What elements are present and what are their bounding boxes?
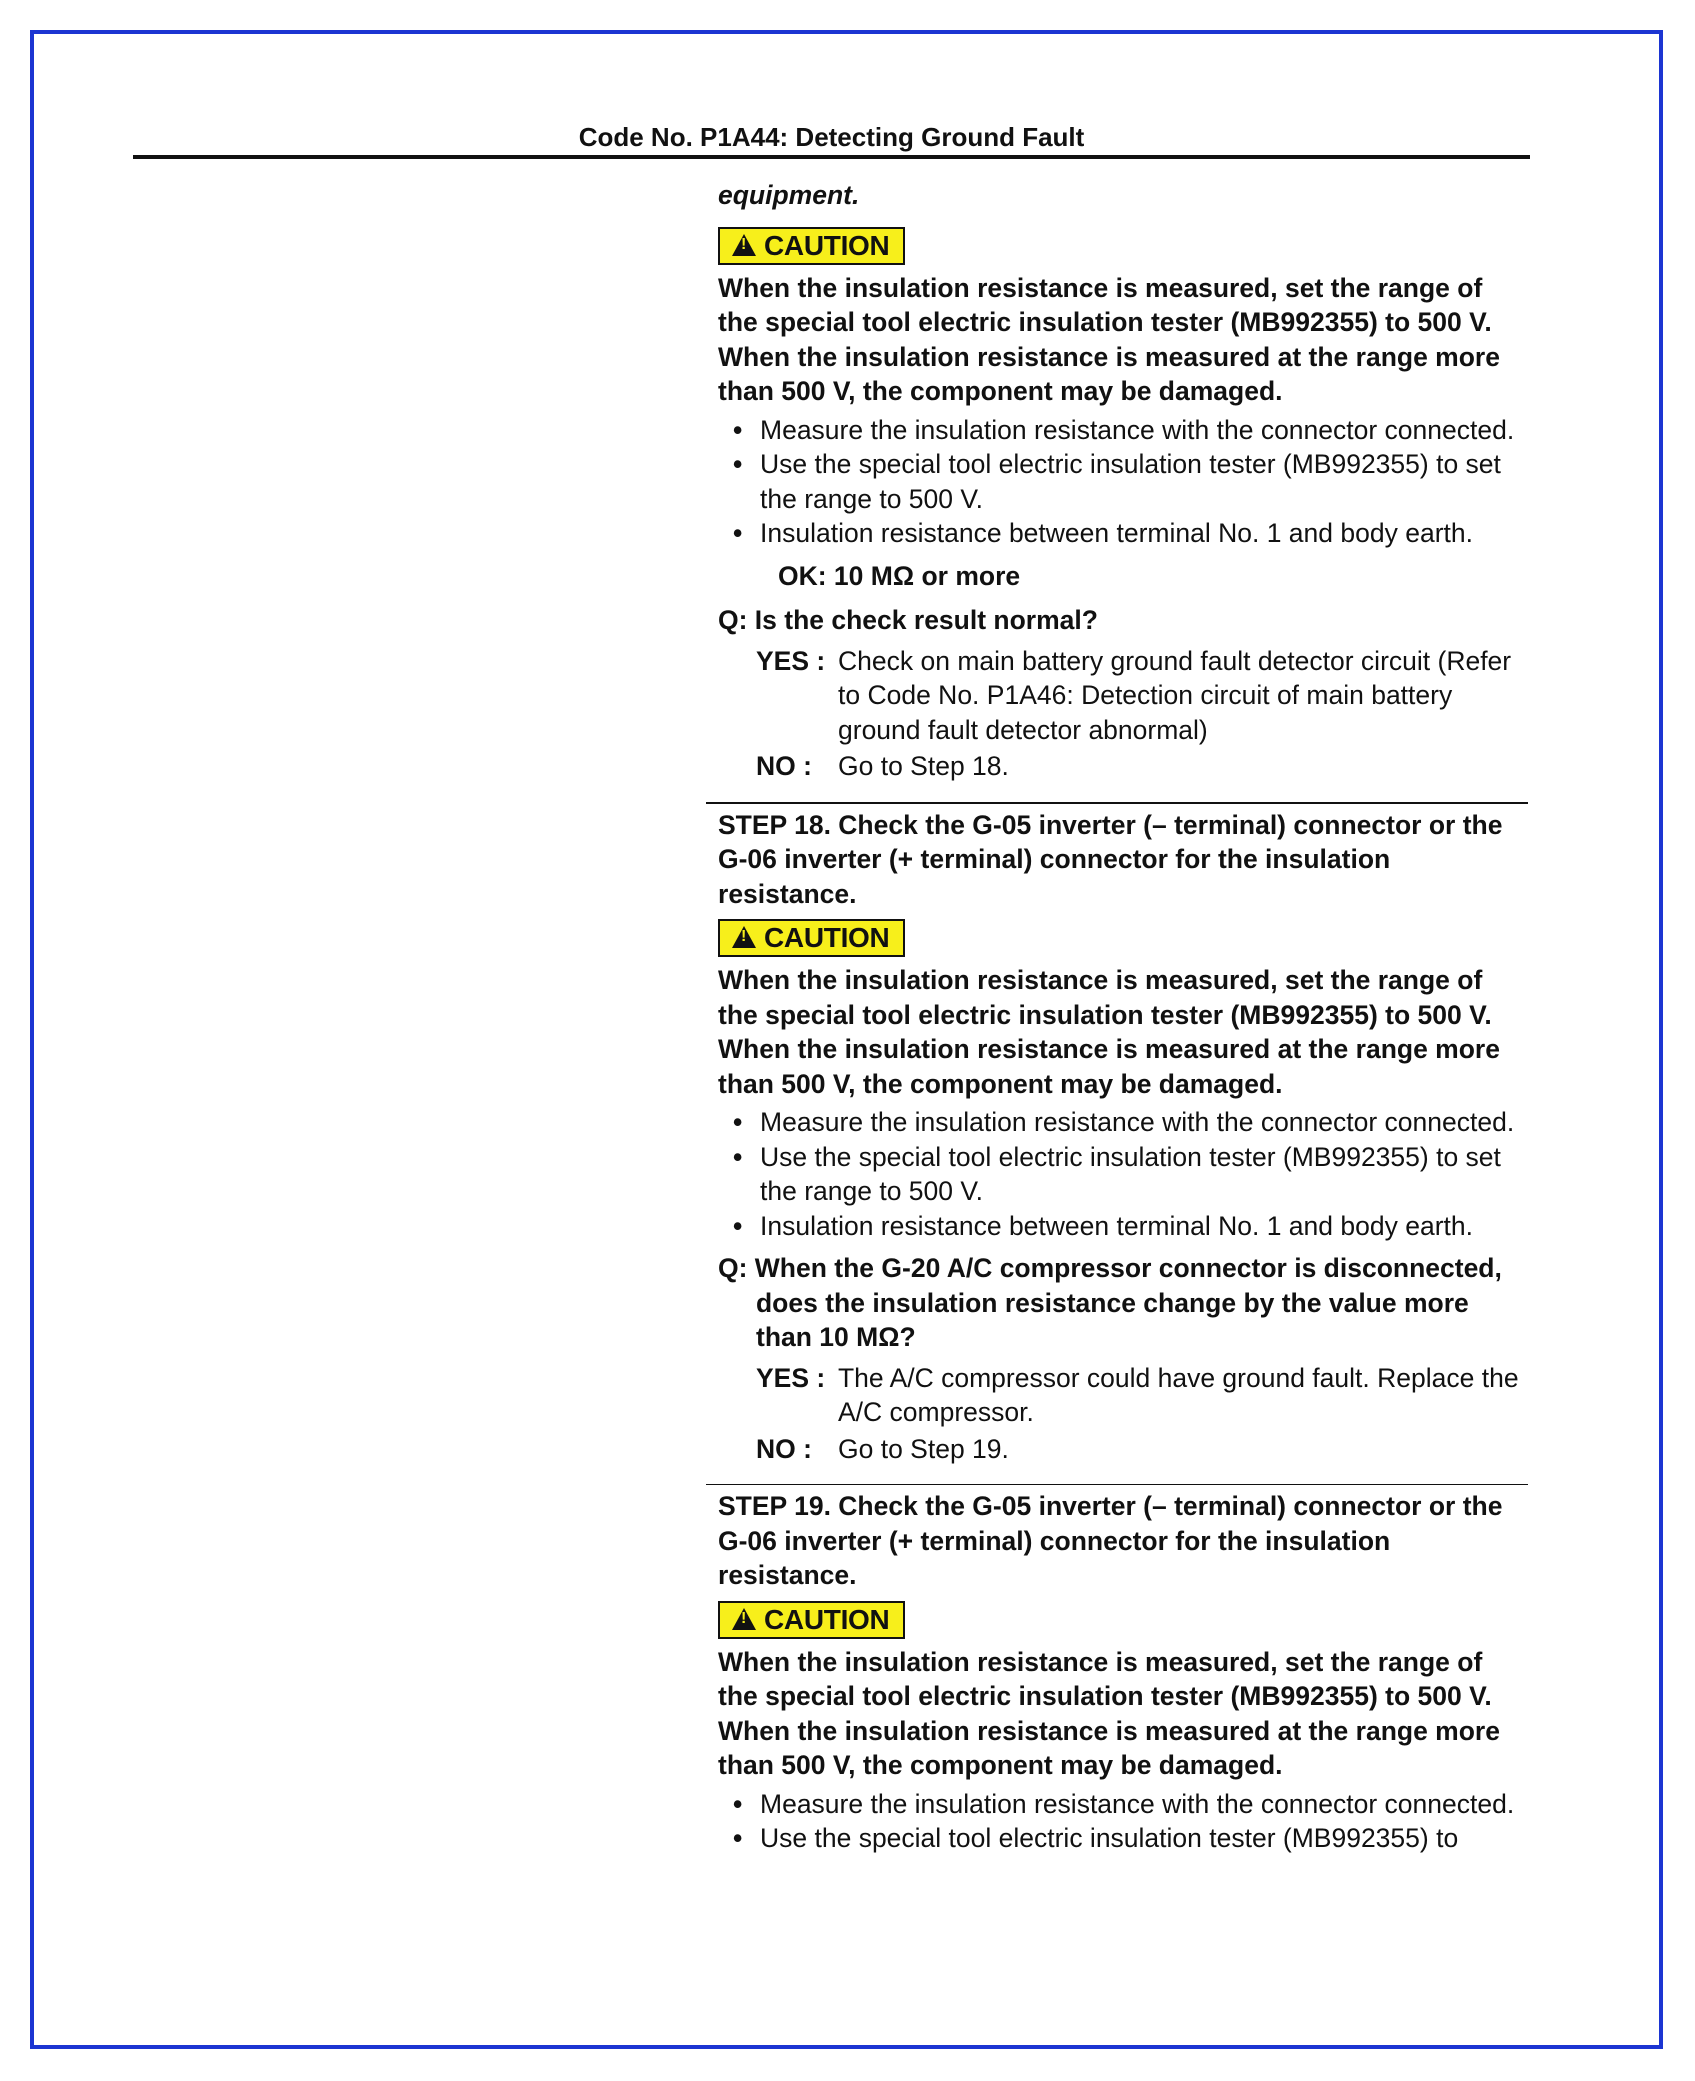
step-19-title: STEP 19. Check the G-05 inverter (– terminal) connector or the G-06 inverter (+ terminal) connector for the insulation resistance. xyxy=(706,1484,1528,1593)
question: Q: When the G-20 A/C compressor connector is disconnected, does the insulation resistance change by the value more than 10 MΩ? xyxy=(718,1253,1502,1352)
caution-label: CAUTION xyxy=(764,1603,890,1635)
ok-criteria: OK: 10 MΩ or more xyxy=(778,560,1021,591)
answer-key: YES : xyxy=(756,645,826,676)
answer-yes xyxy=(718,1361,1528,1430)
warning-triangle-icon xyxy=(732,926,756,948)
caution-badge xyxy=(718,1601,905,1639)
caution-badge xyxy=(718,919,905,957)
answer-no xyxy=(718,1432,1528,1467)
warning-triangle-icon xyxy=(732,234,756,256)
caution-badge xyxy=(718,227,905,265)
answer-key: YES : xyxy=(756,1362,826,1393)
procedure-list xyxy=(718,1787,1528,1856)
answer-text: The A/C compressor could have ground fault. Replace the A/C compressor. xyxy=(838,1362,1519,1427)
list-item: • Insulation resistance between terminal No. 1 and body earth. xyxy=(760,1209,1528,1244)
procedure-list xyxy=(718,1105,1528,1243)
answer-text: Go to Step 19. xyxy=(838,1433,1009,1464)
procedure-list xyxy=(718,413,1528,551)
answer-text: Check on main battery ground fault detector circuit (Refer to Code No. P1A46: Detection circuit of main battery ground fault detector abnormal) xyxy=(838,645,1512,745)
answer-text: Go to Step 18. xyxy=(838,751,1009,781)
list-item: • Measure the insulation resistance with the connector connected. xyxy=(760,413,1528,448)
warning-triangle-icon xyxy=(732,1608,756,1630)
continuation-text: equipment. xyxy=(718,180,860,210)
list-item: • Use the special tool electric insulation tester (MB992355) to xyxy=(760,1821,1528,1856)
list-item: • Use the special tool electric insulation tester (MB992355) to set the range to 500 V. xyxy=(760,447,1528,516)
list-item: • Insulation resistance between terminal No. 1 and body earth. xyxy=(760,516,1528,551)
caution-label: CAUTION xyxy=(764,229,890,261)
answer-key: NO : xyxy=(756,1433,812,1464)
list-item: • Measure the insulation resistance with the connector connected. xyxy=(760,1787,1528,1822)
answer-key: NO : xyxy=(756,751,812,781)
caution-text: When the insulation resistance is measured, set the range of the special tool electric insulation tester (MB992355) to 500 V. When the insulation resistance is measured at the range more than 500 V, the component may be damaged. xyxy=(718,272,1500,406)
list-item: • Measure the insulation resistance with the connector connected. xyxy=(760,1105,1528,1140)
main-column xyxy=(718,170,1528,1856)
caution-text: When the insulation resistance is measured, set the range of the special tool electric insulation tester (MB992355) to 500 V. When the insulation resistance is measured at the range more than 500 V, the component may be damaged. xyxy=(718,965,1500,1099)
answer-no xyxy=(718,749,1528,784)
step-18-title: STEP 18. Check the G-05 inverter (– terminal) connector or the G-06 inverter (+ terminal) connector for the insulation resistance. xyxy=(706,802,1528,912)
question: Q: Is the check result normal? xyxy=(718,605,1098,635)
page-header-title: Code No. P1A44: Detecting Ground Fault xyxy=(133,122,1530,159)
caution-text: When the insulation resistance is measured, set the range of the special tool electric insulation tester (MB992355) to 500 V. When the insulation resistance is measured at the range more than 500 V, the component may be damaged. xyxy=(718,1646,1500,1780)
list-item: • Use the special tool electric insulation tester (MB992355) to set the range to 500 V. xyxy=(760,1140,1528,1209)
answer-yes xyxy=(718,644,1528,748)
caution-label: CAUTION xyxy=(764,922,890,953)
